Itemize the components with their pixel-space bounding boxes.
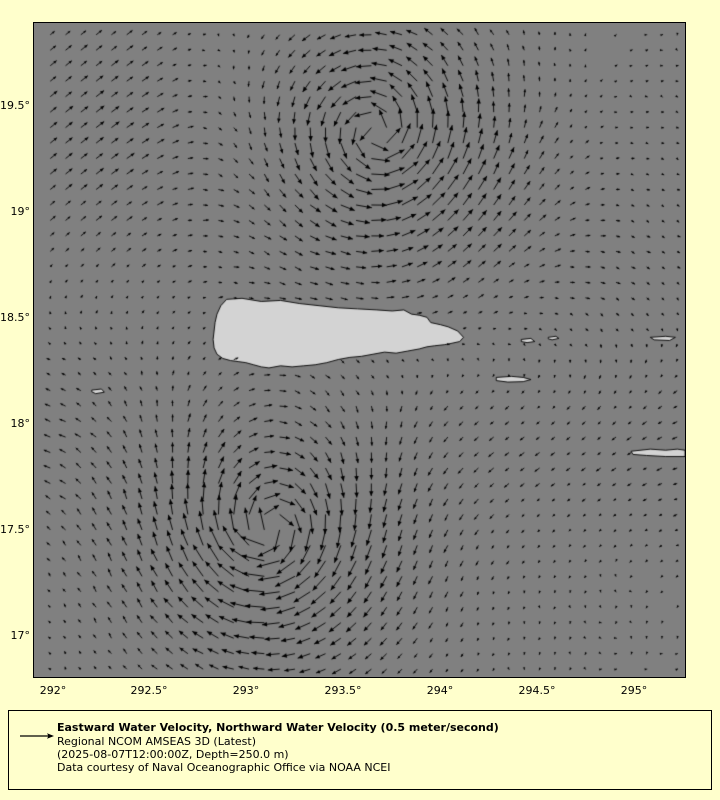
x-tick-label: 292° (39, 684, 67, 697)
x-tick-label: 293.5° (324, 684, 362, 697)
y-tick-label: 17° (10, 629, 30, 642)
y-tick-label: 17.5° (0, 523, 30, 536)
legend-line-3: (2025-08-07T12:00:00Z, Depth=250.0 m) (57, 748, 289, 761)
y-tick-label: 19° (10, 205, 30, 218)
y-tick-label: 19.5° (0, 99, 30, 112)
x-tick-label: 295° (620, 684, 648, 697)
y-tick-label: 18.5° (0, 311, 30, 324)
x-tick-label: 292.5° (130, 684, 168, 697)
vector-arrow-icon (19, 729, 55, 743)
y-tick-label: 18° (10, 417, 30, 430)
x-tick-label: 294° (426, 684, 454, 697)
vector-field-canvas (34, 23, 685, 677)
legend-line-2: Regional NCOM AMSEAS 3D (Latest) (57, 735, 256, 748)
x-tick-label: 294.5° (518, 684, 556, 697)
map-plot-area[interactable] (33, 22, 686, 678)
x-tick-label: 293° (232, 684, 260, 697)
legend-title: Eastward Water Velocity, Northward Water Velocity (0.5 meter/second) (57, 721, 499, 734)
legend-panel (8, 710, 712, 790)
legend-line-4: Data courtesy of Naval Oceanographic Office via NOAA NCEI (57, 761, 391, 774)
